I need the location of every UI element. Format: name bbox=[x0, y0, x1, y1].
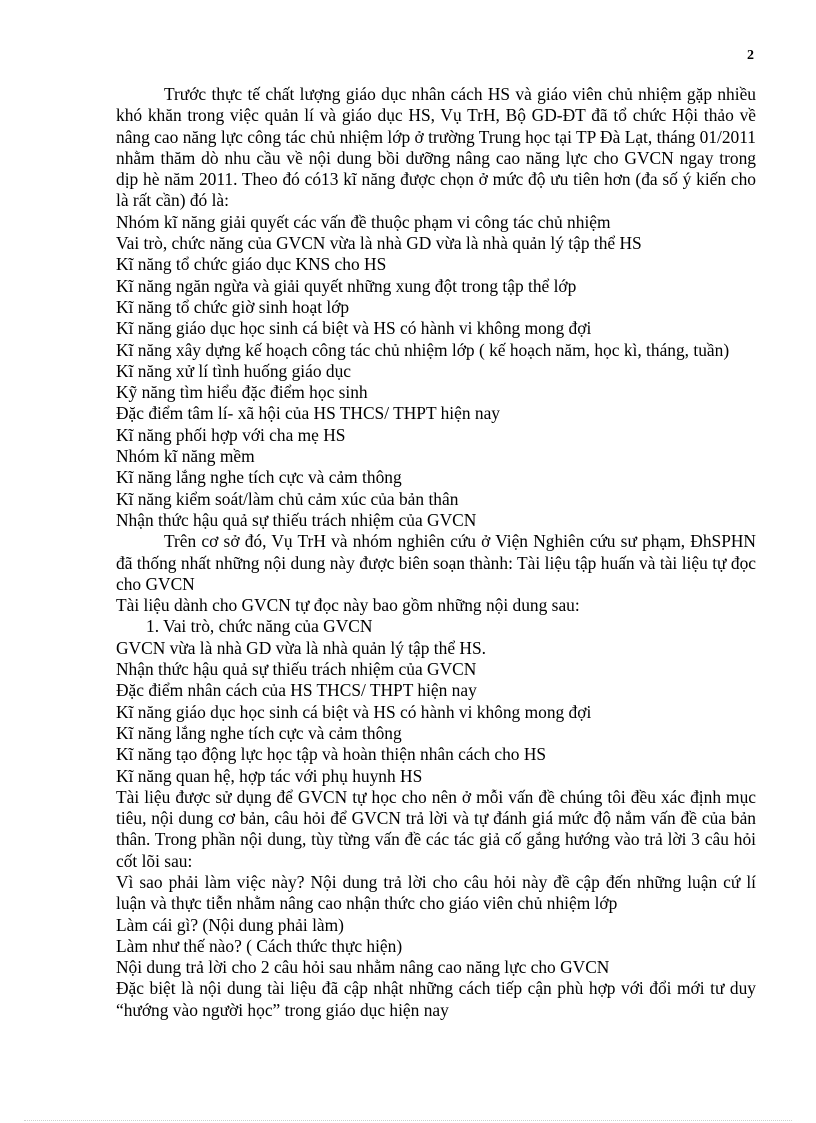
list-item: Đặc điểm nhân cách của HS THCS/ THPT hiện nay bbox=[116, 680, 477, 701]
list-item: Kĩ năng tổ chức giờ sinh hoạt lớp bbox=[116, 296, 350, 317]
paragraph-answers: Nội dung trả lời cho 2 câu hỏi sau nhằm nâng cao năng lực cho GVCN bbox=[116, 957, 610, 978]
list-item: Kĩ năng ngăn ngừa và giải quyết những xung đột trong tập thể lớp bbox=[116, 275, 577, 296]
list-item: Kĩ năng lắng nghe tích cực và cảm thông bbox=[116, 722, 402, 743]
paragraph-basis: Trên cơ sở đó, Vụ TrH và nhóm nghiên cứu ở Viện Nghiên cứu sư phạm, ĐhSPHN đã thống nhất những nội dung này được biên soạn thành: Tài liệu tập huấn và tài liệu tự đọc cho GVCN bbox=[116, 531, 756, 594]
list-item: Vai trò, chức năng của GVCN vừa là nhà GD vừa là nhà quản lý tập thể HS bbox=[116, 233, 642, 254]
list-item: Kĩ năng tạo động lực học tập và hoàn thiện nhân cách cho HS bbox=[116, 744, 547, 765]
document-body bbox=[116, 84, 756, 1021]
paragraph-why: Vì sao phải làm việc này? Nội dung trả lời cho câu hỏi này đề cập đến những luận cứ lí luận và thực tiễn nhằm nâng cao nhận thức cho giáo viên chủ nhiệm lớp bbox=[116, 871, 756, 914]
list-item: Kĩ năng phối hợp với cha mẹ HS bbox=[116, 424, 346, 445]
list-item: Đặc điểm tâm lí- xã hội của HS THCS/ THPT hiện nay bbox=[116, 403, 500, 424]
list-item: Kỹ năng tìm hiểu đặc điểm học sinh bbox=[116, 382, 368, 403]
list-item: Nhóm kĩ năng mềm bbox=[116, 446, 255, 467]
list-item: Kĩ năng lắng nghe tích cực và cảm thông bbox=[116, 467, 402, 488]
paragraph-contents-intro: Tài liệu dành cho GVCN tự đọc này bao gồm những nội dung sau: bbox=[116, 595, 580, 616]
list-item: Kĩ năng kiểm soát/làm chủ cảm xúc của bản thân bbox=[116, 488, 459, 509]
list-item: Kĩ năng giáo dục học sinh cá biệt và HS có hành vi không mong đợi bbox=[116, 318, 592, 339]
list-item: GVCN vừa là nhà GD vừa là nhà quản lý tập thể HS. bbox=[116, 637, 486, 658]
paragraph-usage: Tài liệu được sử dụng để GVCN tự học cho nên ở mỗi vấn đề chúng tôi đều xác định mục tiêu, nội dung cơ bản, câu hỏi để GVCN trả lời và tự đánh giá mức độ nắm vấn đề của bản thân. Trong phần nội dung, tùy từng vấn đề các tác giả cố gắng hướng vào trả lời 3 câu hỏi cốt lõi sau: bbox=[116, 786, 756, 871]
numbered-item: 1. Vai trò, chức năng của GVCN bbox=[146, 616, 373, 637]
list-item: Kĩ năng giáo dục học sinh cá biệt và HS có hành vi không mong đợi bbox=[116, 701, 592, 722]
list-item: Kĩ năng quan hệ, hợp tác với phụ huynh HS bbox=[116, 765, 423, 786]
page-number: 2 bbox=[747, 48, 754, 63]
paragraph-how: Làm như thế nào? ( Cách thức thực hiện) bbox=[116, 935, 403, 956]
paragraph-special: Đặc biệt là nội dung tài liệu đã cập nhật những cách tiếp cận phù hợp với đổi mới tư duy “hướng vào người học” trong giáo dục hiện nay bbox=[116, 978, 756, 1020]
paragraph-what: Làm cái gì? (Nội dung phải làm) bbox=[116, 914, 344, 935]
page-bottom-divider bbox=[24, 1120, 792, 1121]
list-item: Kĩ năng xử lí tình huống giáo dục bbox=[116, 360, 351, 381]
list-item: Nhóm kĩ năng giải quyết các vấn đề thuộc phạm vi công tác chủ nhiệm bbox=[116, 211, 611, 232]
list-item: Kĩ năng xây dựng kế hoạch công tác chủ nhiệm lớp ( kế hoạch năm, học kì, tháng, tuần) bbox=[116, 339, 730, 360]
paragraph-intro: Trước thực tế chất lượng giáo dục nhân cách HS và giáo viên chủ nhiệm gặp nhiều khó khăn trong việc quản lí và giáo dục HS, Vụ TrH, Bộ GD-ĐT đã tổ chức Hội thảo về nâng cao năng lực công tác chủ nhiệm lớp ở trường Trung học tại TP Đà Lạt, tháng 01/2011 nhằm thăm dò nhu cầu về nội dung bồi dưỡng nâng cao năng lực cho GVCN ngay trong dịp hè năm 2011. Theo đó có13 kĩ năng được chọn ở mức độ ưu tiên hơn (đa số ý kiến cho là rất cần) đó là: bbox=[116, 84, 756, 211]
list-item: Kĩ năng tổ chức giáo dục KNS cho HS bbox=[116, 254, 387, 275]
list-item: Nhận thức hậu quả sự thiếu trách nhiệm của GVCN bbox=[116, 659, 477, 680]
list-item: Nhận thức hậu quả sự thiếu trách nhiệm của GVCN bbox=[116, 509, 477, 530]
